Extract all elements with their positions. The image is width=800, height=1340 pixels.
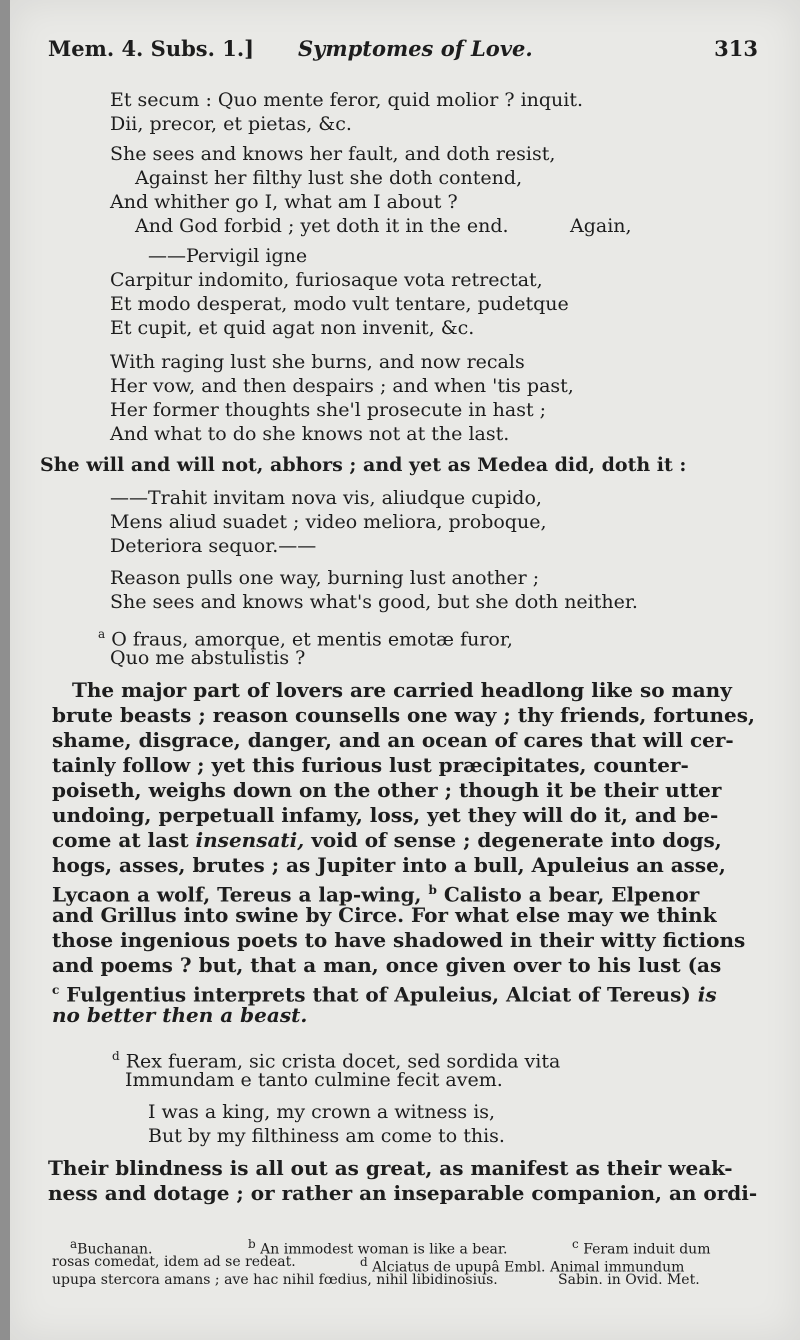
prose-line: those ingenious poets to have shadowed in their witty fictions	[52, 928, 746, 952]
verse-line: Her former thoughts she'l prosecute in hast ;	[110, 399, 547, 421]
footnote-marker: a	[98, 627, 106, 641]
page-number: 313	[714, 36, 758, 61]
footnote-c-continued: rosas comedat, idem ad se redeat.	[52, 1254, 296, 1270]
footnote-marker: d	[112, 1049, 120, 1063]
verse-line: ——Trahit invitam nova vis, aliudque cupido,	[110, 487, 542, 509]
prose-line: hogs, asses, brutes ; as Jupiter into a bull, Apuleius an asse,	[52, 853, 726, 877]
running-header	[48, 36, 758, 66]
prose-line: Their blindness is all out as great, as manifest as their weak-	[48, 1156, 733, 1180]
section-reference: Mem. 4. Subs. 1.]	[48, 36, 255, 61]
footnote-a: aBuchanan.	[70, 1237, 153, 1258]
verse-line: Immundam e tanto culmine fecit avem.	[125, 1069, 503, 1091]
verse-line: $^d$ Rex fueram, sic crista docet, sed sordida vita	[112, 1049, 561, 1073]
prose-line: shame, disgrace, danger, and an ocean of cares that will cer-	[52, 728, 734, 752]
prose-line: and Grillus into swine by Circe. For what else may we think	[52, 903, 717, 927]
prose-line: undoing, perpetuall infamy, loss, yet they will do it, and be-	[52, 803, 719, 827]
verse-line: And whither go I, what am I about ?	[110, 191, 458, 213]
prose-line: Lycaon a wolf, Tereus a lap-wing, $^b$ Calisto a bear, Elpenor	[52, 882, 700, 907]
footnote-c: c Feram induit dum	[572, 1237, 711, 1258]
footnote-marker: c	[52, 983, 60, 997]
verse-line: Mens aliud suadet ; video meliora, proboque,	[110, 511, 547, 533]
verse-line: She sees and knows her fault, and doth resist,	[110, 143, 556, 165]
verse-line: Reason pulls one way, burning lust another ;	[110, 567, 540, 589]
verse-line: But by my filthiness am come to this.	[148, 1125, 505, 1147]
verse-line: ——Pervigil igne	[148, 245, 308, 267]
verse-line: Et secum : Quo mente feror, quid molior ? inquit.	[110, 89, 584, 111]
verse-line: Her vow, and then despairs ; and when 'tis past,	[110, 375, 574, 397]
footnote-marker: b	[428, 883, 437, 897]
verse-line: And what to do she knows not at the last.	[110, 423, 510, 445]
medea-line: She will and will not, abhors ; and yet as Medea did, doth it :	[40, 454, 687, 476]
again-word: Again,	[570, 215, 632, 237]
verse-line: $^a$ O fraus, amorque, et mentis emotæ furor,	[98, 627, 513, 651]
prose-line: $^c$ Fulgentius interprets that of Apuleius, Alciat of Tereus) is	[52, 982, 717, 1007]
prose-line: and poems ? but, that a man, once given over to his lust (as	[52, 953, 722, 977]
footnote-d-source: Sabin. in Ovid. Met.	[558, 1272, 700, 1288]
prose-line: tainly follow ; yet this furious lust præcipitates, counter-	[52, 753, 689, 777]
verse-line: I was a king, my crown a witness is,	[148, 1101, 496, 1123]
book-page	[10, 0, 800, 1340]
prose-line: come at last insensati, void of sense ; degenerate into dogs,	[52, 828, 722, 852]
verse-line: With raging lust she burns, and now recals	[110, 351, 525, 373]
verse-line: And God forbid ; yet doth it in the end.	[135, 215, 509, 237]
verse-line: Quo me abstulistis ?	[110, 647, 306, 669]
prose-line: poiseth, weighs down on the other ; though it be their utter	[52, 778, 722, 802]
footnote-b: b An immodest woman is like a bear.	[248, 1237, 508, 1258]
verse-line: Against her filthy lust she doth contend,	[135, 167, 523, 189]
verse-line: Dii, precor, et pietas, &c.	[110, 113, 352, 135]
prose-line: ness and dotage ; or rather an inseparable companion, an ordi-	[48, 1181, 758, 1205]
verse-line: Carpitur indomito, furiosaque vota retrectat,	[110, 269, 543, 291]
verse-line: Et modo desperat, modo vult tentare, pudetque	[110, 293, 569, 315]
footnote-d-continued: upupa stercora amans ; ave hac nihil fœdius, nihil libidinosius.	[52, 1272, 498, 1288]
verse-line: She sees and knows what's good, but she doth neither.	[110, 591, 638, 613]
footnote-d: d Alciatus de upupâ Embl. Animal immundum	[360, 1255, 685, 1276]
prose-line: brute beasts ; reason counsells one way ; thy friends, fortunes,	[52, 703, 756, 727]
verse-line: Et cupit, et quid agat non invenit, &c.	[110, 317, 475, 339]
prose-line: no better then a beast.	[52, 1003, 308, 1027]
verse-line: Deteriora sequor.——	[110, 535, 317, 557]
prose-line: The major part of lovers are carried headlong like so many	[72, 678, 732, 702]
running-title: Symptomes of Love.	[298, 36, 533, 61]
